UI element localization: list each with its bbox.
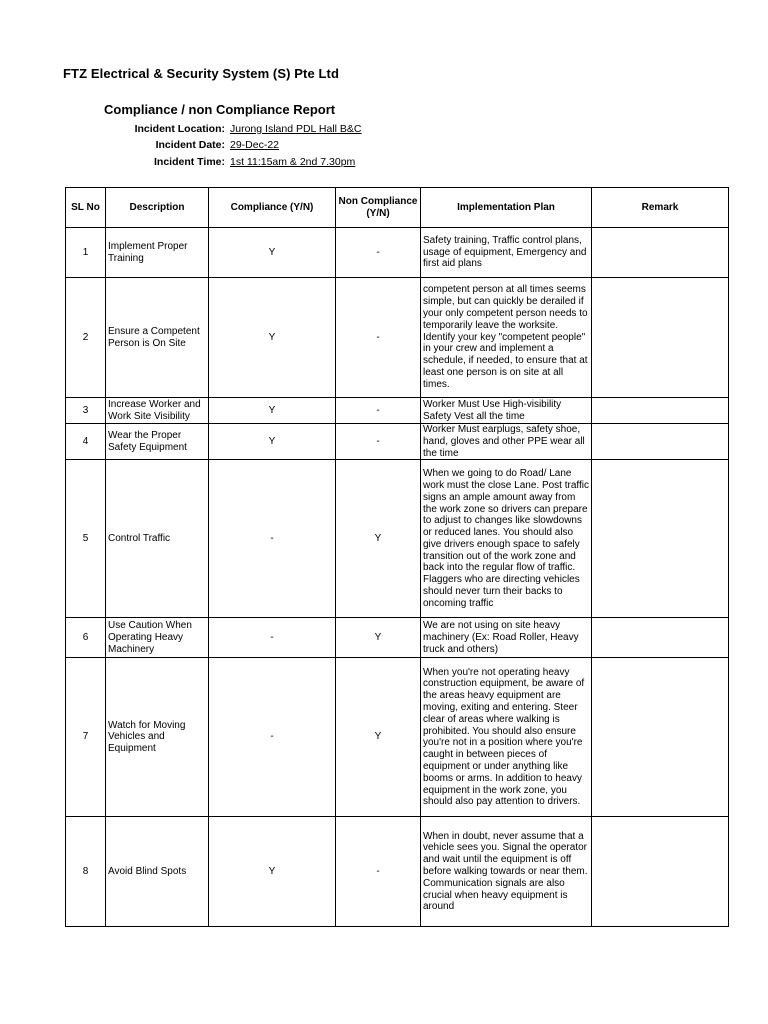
- implementation-plan-cell: We are not using on site heavy machinery (Ex: Road Roller, Heavy truck and others): [421, 618, 592, 658]
- compliance-cell: -: [209, 460, 336, 618]
- column-header-implementation-plan: Implementation Plan: [421, 188, 592, 228]
- implementation-plan-cell: Worker Must Use High-visibility Safety Vest all the time: [421, 398, 592, 424]
- sl-no-cell: 6: [66, 618, 106, 658]
- compliance-cell: Y: [209, 424, 336, 460]
- compliance-cell: Y: [209, 398, 336, 424]
- column-header-remark: Remark: [592, 188, 729, 228]
- description-cell: Implement Proper Training: [106, 228, 209, 278]
- non-compliance-cell: -: [336, 398, 421, 424]
- incident-date-label: Incident Date:: [155, 139, 225, 151]
- table-row: [66, 424, 729, 460]
- compliance-cell: Y: [209, 817, 336, 927]
- incident-time-row: [0, 156, 768, 168]
- implementation-plan-cell: competent person at all times seems simple, but can quickly be derailed if your only competent person needs to temporarily leave the worksite. Identify your key "competent people" in your crew and implement a schedule, if needed, to ensure that at least one person is on site at all times.: [421, 278, 592, 398]
- table-row: [66, 278, 729, 398]
- remark-cell: [592, 817, 729, 927]
- table-row: [66, 658, 729, 817]
- sl-no-cell: 8: [66, 817, 106, 927]
- incident-location-row: [0, 123, 768, 135]
- incident-time-value: 1st 11:15am & 2nd 7.30pm: [230, 156, 356, 168]
- implementation-plan-cell: When in doubt, never assume that a vehicle sees you. Signal the operator and wait until the equipment is off before walking towards or near them. Communication signals are also crucial when heavy equipment is around: [421, 817, 592, 927]
- incident-location-value: Jurong Island PDL Hall B&C: [230, 123, 362, 135]
- non-compliance-cell: -: [336, 424, 421, 460]
- non-compliance-cell: -: [336, 278, 421, 398]
- non-compliance-cell: Y: [336, 658, 421, 817]
- description-cell: Control Traffic: [106, 460, 209, 618]
- implementation-plan-cell: Worker Must earplugs, safety shoe, hand, gloves and other PPE wear all the time: [421, 424, 592, 460]
- implementation-plan-cell: When you're not operating heavy construction equipment, be aware of the areas heavy equipment are moving, exiting and entering. Steer clear of areas where walking is prohibited. You should also ensure you're not in a position where you're caught in between pieces of equipment or under anything like booms or arms. In addition to heavy equipment in the work zone, you should also pay attention to drivers.: [421, 658, 592, 817]
- table-row: [66, 817, 729, 927]
- remark-cell: [592, 228, 729, 278]
- table-row: [66, 228, 729, 278]
- report-title: Compliance / non Compliance Report: [104, 102, 336, 117]
- table-row: [66, 398, 729, 424]
- description-cell: Ensure a Competent Person is On Site: [106, 278, 209, 398]
- incident-date-row: [0, 139, 768, 151]
- remark-cell: [592, 460, 729, 618]
- description-cell: Watch for Moving Vehicles and Equipment: [106, 658, 209, 817]
- table-header-row: [66, 188, 729, 228]
- sl-no-cell: 3: [66, 398, 106, 424]
- description-cell: Avoid Blind Spots: [106, 817, 209, 927]
- remark-cell: [592, 398, 729, 424]
- incident-location-label: Incident Location:: [134, 123, 225, 135]
- incident-date-value: 29-Dec-22: [230, 139, 280, 151]
- non-compliance-cell: Y: [336, 618, 421, 658]
- description-cell: Wear the Proper Safety Equipment: [106, 424, 209, 460]
- column-header-description: Description: [106, 188, 209, 228]
- non-compliance-cell: -: [336, 817, 421, 927]
- compliance-cell: Y: [209, 278, 336, 398]
- column-header-non-compliance: Non Compliance (Y/N): [336, 188, 421, 228]
- non-compliance-cell: Y: [336, 460, 421, 618]
- compliance-table: [65, 187, 729, 927]
- table-row: [66, 460, 729, 618]
- description-cell: Use Caution When Operating Heavy Machinery: [106, 618, 209, 658]
- non-compliance-cell: -: [336, 228, 421, 278]
- remark-cell: [592, 658, 729, 817]
- sl-no-cell: 4: [66, 424, 106, 460]
- table-row: [66, 618, 729, 658]
- implementation-plan-cell: Safety training, Traffic control plans, usage of equipment, Emergency and first aid plans: [421, 228, 592, 278]
- sl-no-cell: 7: [66, 658, 106, 817]
- description-cell: Increase Worker and Work Site Visibility: [106, 398, 209, 424]
- remark-cell: [592, 424, 729, 460]
- column-header-compliance: Compliance (Y/N): [209, 188, 336, 228]
- sl-no-cell: 2: [66, 278, 106, 398]
- sl-no-cell: 5: [66, 460, 106, 618]
- company-name: FTZ Electrical & Security System (S) Pte Ltd: [63, 66, 340, 81]
- remark-cell: [592, 278, 729, 398]
- implementation-plan-cell: When we going to do Road/ Lane work must the close Lane. Post traffic signs an ample amount away from the work zone so drivers can prepare to adjust to changes like slowdowns or reduced lanes. You should also give drivers enough space to safely transition out of the work zone and back into the regular flow of traffic. Flaggers who are directing vehicles should never turn their backs to oncoming traffic: [421, 460, 592, 618]
- compliance-cell: Y: [209, 228, 336, 278]
- sl-no-cell: 1: [66, 228, 106, 278]
- compliance-cell: -: [209, 658, 336, 817]
- incident-time-label: Incident Time:: [154, 156, 225, 168]
- column-header-sl-no: SL No: [66, 188, 106, 228]
- remark-cell: [592, 618, 729, 658]
- compliance-cell: -: [209, 618, 336, 658]
